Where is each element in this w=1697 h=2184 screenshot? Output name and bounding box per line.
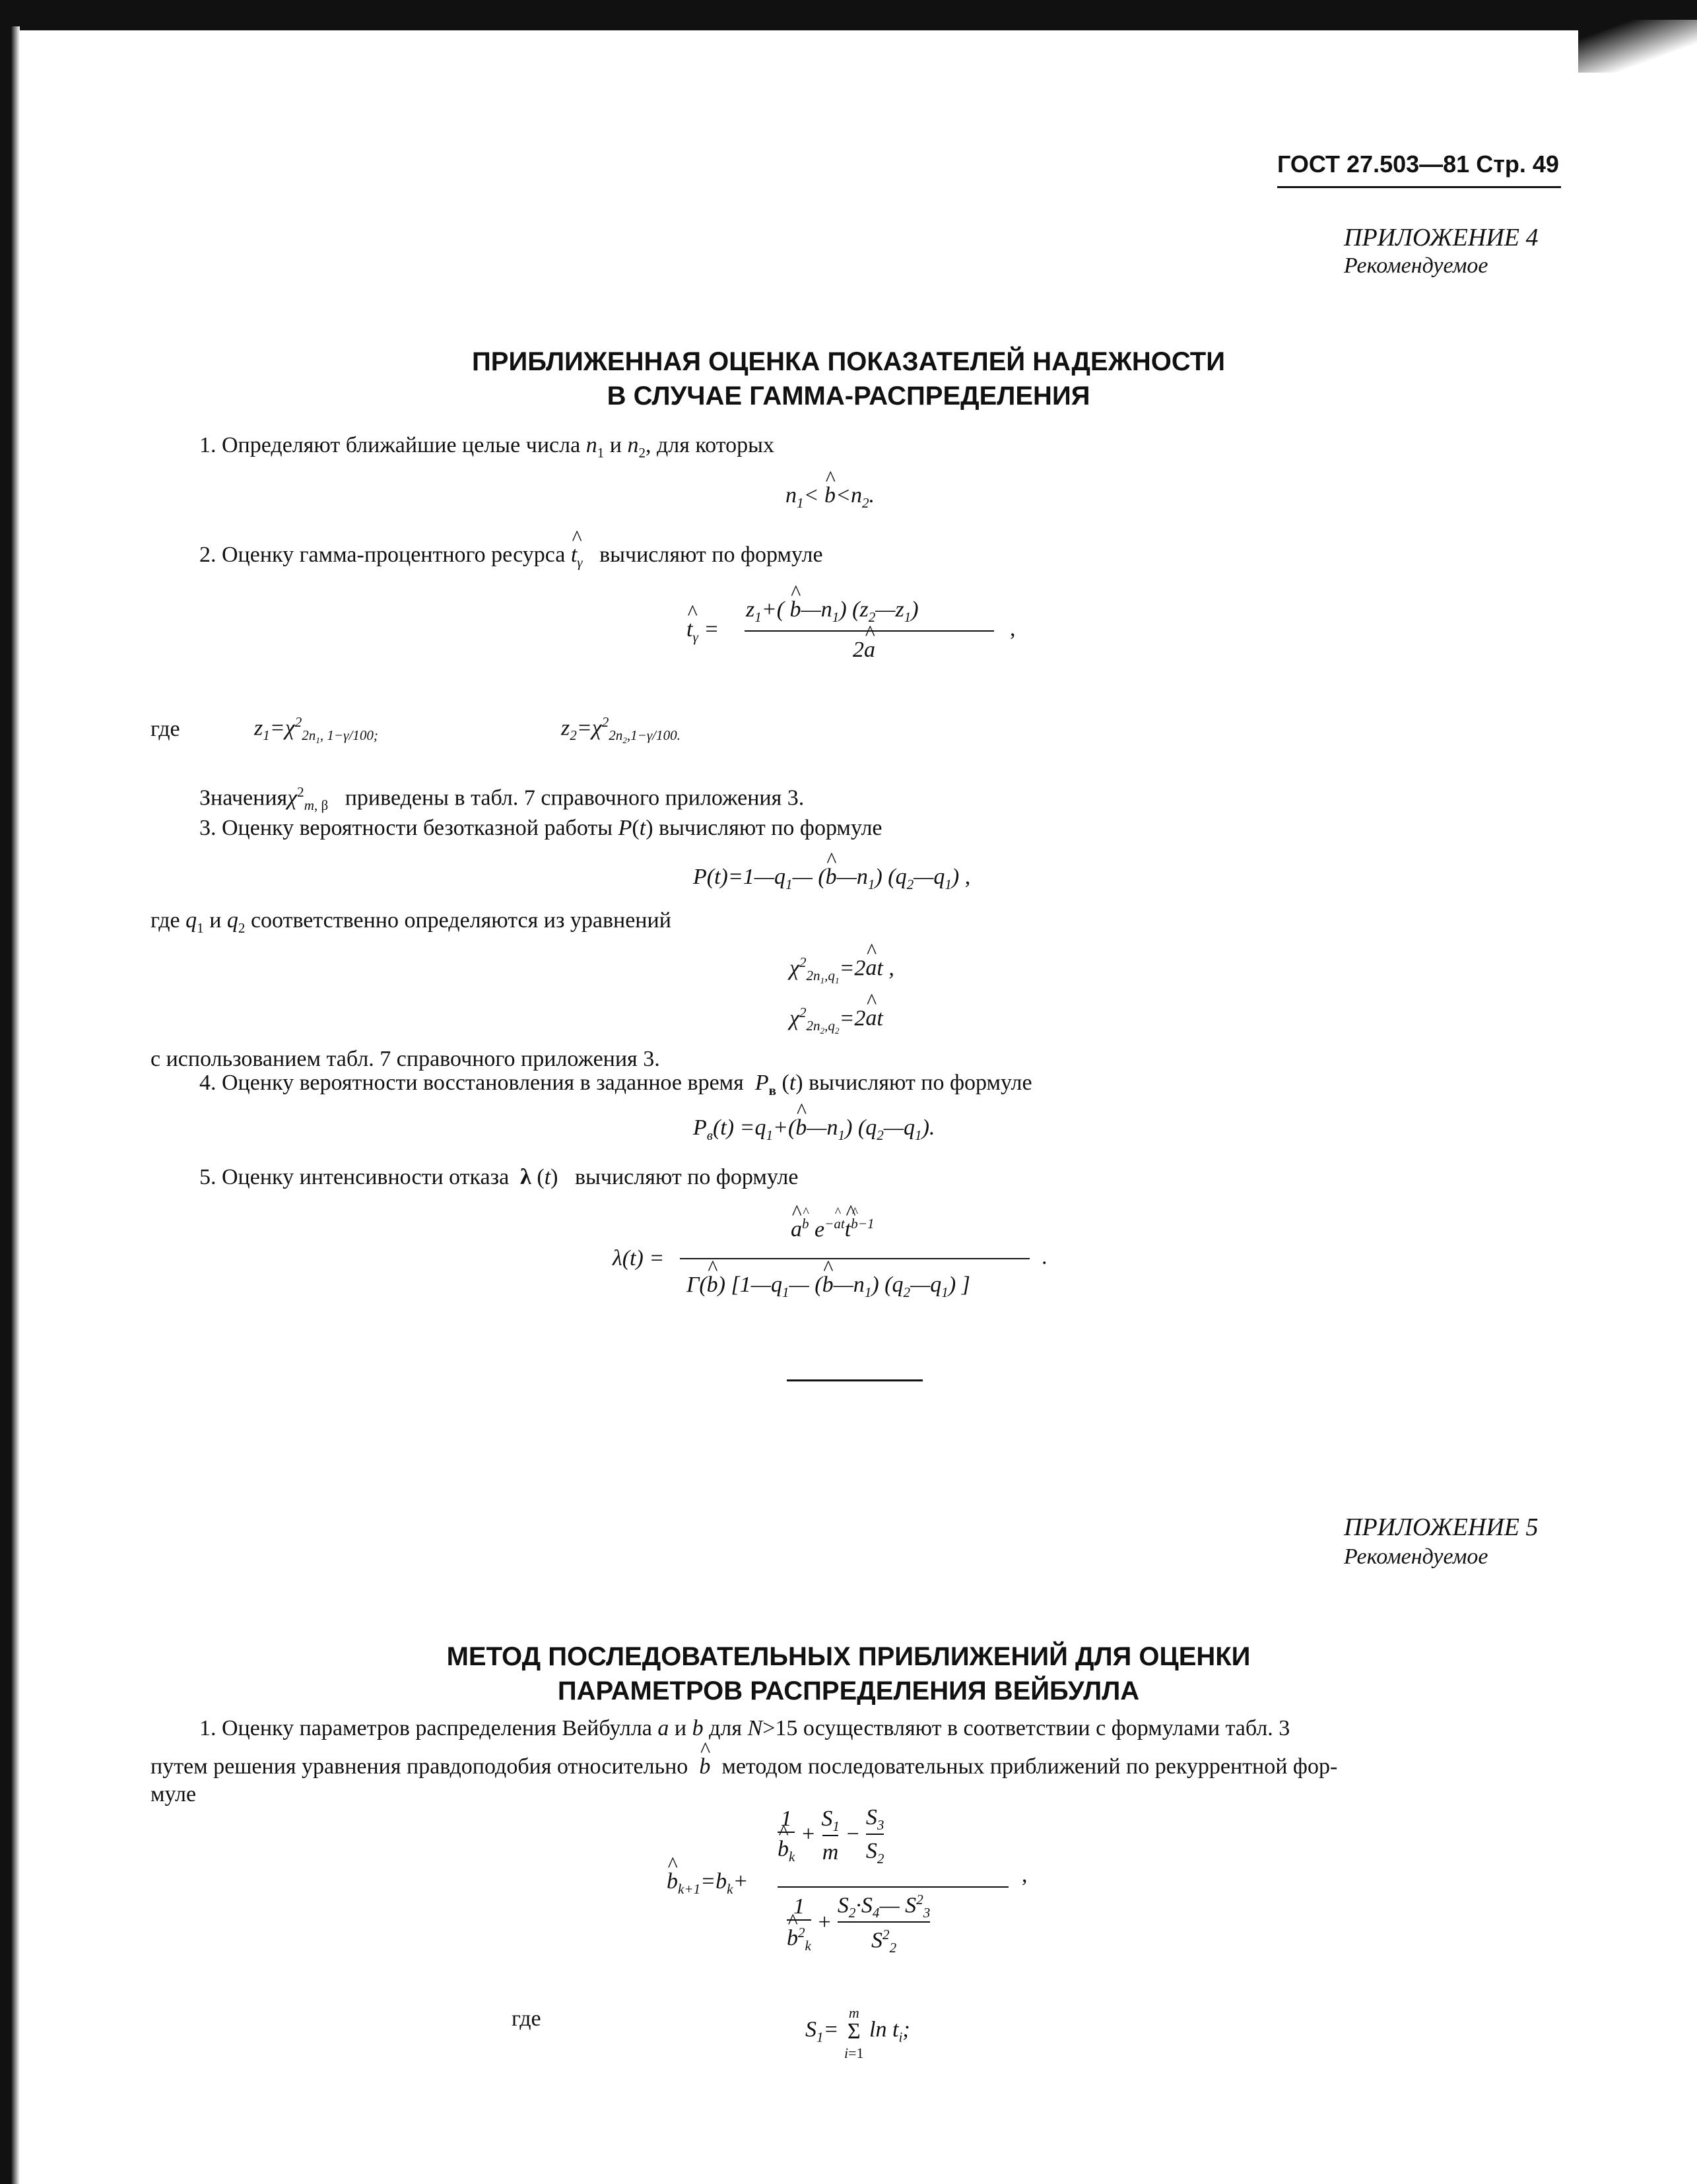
formula-z1: $z_1=\chi^2_{2n_1, 1-\gamma/100;}$ (254, 714, 378, 746)
formula-p-t: $P(t)=1—q_1—$ (^ $b—n_1$) $(q_2—q_1)$ , (693, 865, 970, 893)
appendix4-item4: 4. Оценку вероятности восстановления в заданное время $P_в$ (t) вычисляют по формуле (199, 1071, 1032, 1098)
formula-pb-t: $P_в(t)$ $=q_1+(\^{}$ $b—n_1$) $(q_2—q_1)$. (693, 1115, 935, 1144)
formula-z2: $z_2=\chi^2_{2n_2,1-\gamma/100.}$ (561, 714, 681, 746)
appendix4-title-line2: В СЛУЧАЕ ГАММА-РАСПРЕДЕЛЕНИЯ (607, 381, 1090, 411)
formula-chi-q1: $\chi^2_{2n_1,q_1}=2\^{}$ at , (789, 954, 894, 986)
appendix4-status: Рекомендуемое (1344, 253, 1488, 278)
page-number: Стр. 49 (1476, 150, 1559, 178)
formula-t-gamma-comma: , (1010, 616, 1016, 641)
doc-number: ГОСТ 27.503—81 (1277, 150, 1470, 178)
formula-lambda-denominator: Γ(^ b) [$1—q_1—$ (^ $b—n_1$) $(q_2—q_1)$ ] (686, 1273, 970, 1301)
formula-lambda-numerator: ^ a^ $^b$ $e^{-\^{} at}\^{}$ t^ $^{b-1}$ (791, 1216, 875, 1242)
appendix4-label: ПРИЛОЖЕНИЕ 4 (1344, 224, 1539, 251)
formula-t-gamma-numerator: $z_1+$( ^ $b—n_1$) $(z_2—z_1)$ (746, 597, 919, 626)
formula-bk-denominator: 1 ^ $b^2_k$ + $S_2\cdot S_4—$ $S^2_3$ $S^2_2$ (787, 1892, 930, 1956)
appendix5-line2: путем решения уравнения правдоподобия относительно ^ b методом последовательных приближений по рекуррентной фор- (150, 1754, 1337, 1779)
formula-lambda-lhs: λ(t) = (613, 1246, 665, 1271)
appendix4-item5: 5. Оценку интенсивности отказа λ (t) вычисляют по формуле (199, 1165, 799, 1189)
formula-bk-lhs: ^ $b_{k+1}=b_k+$ (667, 1869, 748, 1898)
formula-s1: $S_1= m$ Σ i=1 $\ln t_i$; (805, 2004, 910, 2062)
formula-bk-numerator: 1 ^ $b_k + S_1$ $m - S_3$ $S_2$ (778, 1805, 884, 1867)
chi-values-note: Значенияχ$^2_{m, \beta}$ приведены в табл. 7 справочного приложения 3. (199, 784, 805, 814)
appendix4-item1: 1. Определяют ближайшие целые числа $n_1$ и $n_2$, для которых (199, 433, 774, 461)
scan-top-border (0, 0, 1697, 30)
formula-t-gamma-lhs: ^ $t_\gamma$ = (686, 617, 719, 645)
formula-lambda-bar (680, 1258, 1030, 1259)
where-label: где (150, 717, 180, 741)
appendix5-title-line1: МЕТОД ПОСЛЕДОВАТЕЛЬНЫХ ПРИБЛИЖЕНИЙ ДЛЯ ОЦЕНКИ (446, 1642, 1251, 1671)
formula-n-bounds: $n_1<$ ^ $b<n_2$. (785, 483, 875, 512)
appendix5-status: Рекомендуемое (1344, 1544, 1488, 1569)
formula-t-gamma-denominator: 2^ a (853, 638, 875, 663)
page-header (1277, 150, 1559, 178)
section-divider (787, 1379, 923, 1381)
using-table-note: с использованием табл. 7 справочного приложения 3. (150, 1047, 660, 1071)
appendix4-item3: 3. Оценку вероятности безотказной работы P(t) вычисляют по формуле (199, 816, 882, 840)
q-definition: где $q_1$ и $q_2$ соответственно определяются из уравнений (150, 908, 671, 936)
formula-bk-main-bar (778, 1886, 1009, 1888)
formula-bk-comma: , (1022, 1863, 1028, 1887)
appendix4-item2: 2. Оценку гамма-процентного ресурса ^ $t_\gamma$ вычисляют по формуле (199, 543, 823, 571)
appendix5-line3: муле (150, 1782, 197, 1806)
appendix4-title-line1: ПРИБЛИЖЕННАЯ ОЦЕНКА ПОКАЗАТЕЛЕЙ НАДЕЖНОСТИ (472, 347, 1225, 376)
appendix5-label: ПРИЛОЖЕНИЕ 5 (1344, 1513, 1539, 1541)
appendix5-where: где (512, 2006, 541, 2031)
appendix5-item1: 1. Оценку параметров распределения Вейбулла a и b для N>15 осуществляют в соответствии с формулами табл. 3 (199, 1716, 1290, 1740)
appendix5-title-line2: ПАРАМЕТРОВ РАСПРЕДЕЛЕНИЯ ВЕЙБУЛЛА (557, 1676, 1140, 1705)
formula-chi-q2: $\chi^2_{2n_2,q_2}=2\^{}$ at (789, 1005, 883, 1036)
formula-lambda-period: . (1042, 1245, 1048, 1269)
header-rule (1277, 186, 1561, 188)
